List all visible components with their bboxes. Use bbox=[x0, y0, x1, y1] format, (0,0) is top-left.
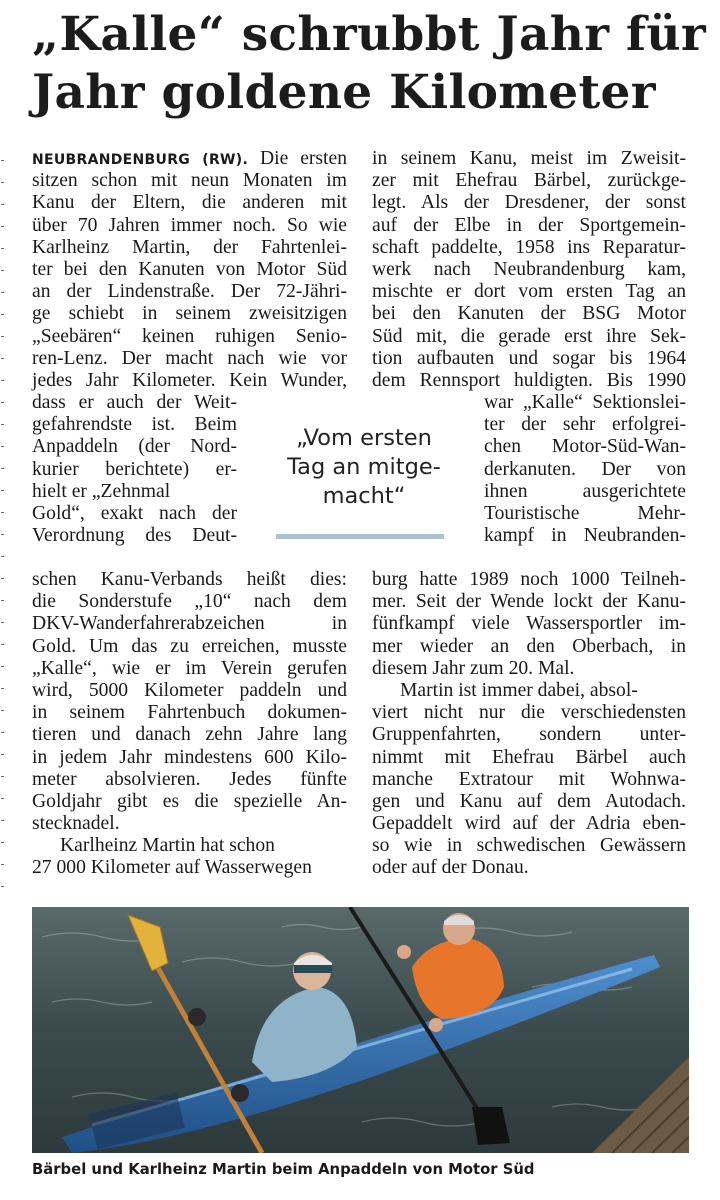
text-line: mer. Seit der Wende lockt der Kanu- bbox=[372, 591, 686, 613]
text-line: Anpaddeln (der Nord- bbox=[32, 436, 237, 458]
text-line: Verordnung des Deut- bbox=[32, 525, 237, 547]
text-line: legt. Als der Dresdener, der sonst bbox=[372, 192, 686, 214]
text-line: in seinem Fahrtenbuch dokumen- bbox=[32, 702, 347, 724]
article-column-2-middle bbox=[484, 392, 686, 547]
text-line: Kanu der Eltern, die anderen mit bbox=[32, 192, 347, 214]
text-line: Karlheinz Martin, der Fahrtenlei- bbox=[32, 236, 347, 258]
text-line: ter bei den Kanuten von Motor Süd bbox=[32, 258, 347, 280]
edge-mark bbox=[1, 358, 4, 359]
edge-mark bbox=[1, 798, 4, 799]
text-line: die Sonderstufe „10“ nach dem bbox=[32, 591, 347, 613]
text-line: in jedem Jahr mindestens 600 Kilo- bbox=[32, 746, 347, 768]
edge-mark bbox=[1, 204, 4, 205]
text-line: tion aufbauten und sogar bis 1964 bbox=[372, 347, 686, 369]
text-line: in seinem Kanu, meist im Zweisit- bbox=[372, 148, 686, 169]
edge-mark bbox=[1, 864, 4, 865]
text-line: tieren und danach zehn Jahre lang bbox=[32, 724, 347, 746]
edge-mark bbox=[1, 314, 4, 315]
text-line: derkanuten. Der von bbox=[484, 458, 686, 480]
edge-mark bbox=[1, 886, 4, 887]
edge-mark bbox=[1, 380, 4, 381]
text-line: war „Kalle“ Sektionslei- bbox=[484, 392, 686, 413]
edge-mark bbox=[1, 754, 4, 755]
page-edge-marks bbox=[0, 160, 6, 900]
edge-mark bbox=[1, 666, 4, 667]
text-line: Touristische Mehr- bbox=[484, 502, 686, 524]
edge-mark bbox=[1, 270, 4, 271]
edge-mark bbox=[1, 556, 4, 557]
text-line: gen und Kanu auf dem Autodach. bbox=[372, 790, 686, 812]
text-line: Martin ist immer dabei, absol- bbox=[400, 679, 638, 701]
headline bbox=[32, 6, 706, 122]
text-line: gefahrendste ist. Beim bbox=[32, 414, 237, 436]
pull-quote-line-3: macht“ bbox=[322, 483, 406, 509]
text-line: oder auf der Donau. bbox=[372, 857, 529, 879]
text-line: Gold“, exakt nach der bbox=[32, 502, 237, 524]
headline-line-2: Jahr goldene Kilometer bbox=[32, 65, 656, 120]
edge-mark bbox=[1, 446, 4, 447]
edge-mark bbox=[1, 600, 4, 601]
article-column-1-top bbox=[32, 148, 347, 392]
lead-text: Die ersten bbox=[260, 148, 347, 169]
pull-quote-line-2: Tag an mitge- bbox=[287, 454, 441, 480]
text-line: 27 000 Kilometer auf Wasserwegen bbox=[32, 857, 312, 879]
edge-mark bbox=[1, 226, 4, 227]
text-line: hielt er „Zehnmal bbox=[32, 480, 171, 502]
photo-caption: Bärbel und Karlheinz Martin beim Anpaddeln von Motor Süd bbox=[32, 1161, 535, 1178]
text-line: zer mit Ehefrau Bärbel, zurückge- bbox=[372, 170, 686, 192]
text-line: bei den Kanuten der BSG Motor bbox=[372, 303, 686, 325]
text-line: kampf in Neubranden- bbox=[484, 525, 686, 547]
edge-mark bbox=[1, 644, 4, 645]
text-line: so wie in schwedischen Gewässern bbox=[372, 835, 686, 857]
text-line: dem Rennsport huldigten. Bis 1990 bbox=[372, 369, 686, 391]
text-line: „Seebären“ keinen ruhigen Senio- bbox=[32, 325, 347, 347]
text-line: meter absolvieren. Jedes fünfte bbox=[32, 768, 347, 790]
dateline: NEUBRANDENBURG (RW). bbox=[32, 152, 249, 168]
edge-mark bbox=[1, 292, 4, 293]
pull-quote bbox=[258, 424, 470, 511]
edge-mark bbox=[1, 424, 4, 425]
text-line: ge schiebt in seinem zweisitzigen bbox=[32, 303, 347, 325]
text-line: Gepaddelt wird auf der Adria eben- bbox=[372, 813, 686, 835]
text-line: diesem Jahr zum 20. Mal. bbox=[372, 657, 575, 679]
text-line: chen Motor-Süd-Wan- bbox=[484, 436, 686, 458]
text-line: manche Extratour mit Wohnwa- bbox=[372, 768, 686, 790]
text-line: schaft paddelte, 1958 ins Reparatur- bbox=[372, 236, 686, 258]
text-line: Gold. Um das zu erreichen, musste bbox=[32, 635, 347, 657]
edge-mark bbox=[1, 732, 4, 733]
text-line: ter der sehr erfolgrei- bbox=[484, 414, 686, 436]
edge-mark bbox=[1, 402, 4, 403]
text-line: fünfkampf viele Wassersportler im- bbox=[372, 613, 686, 635]
edge-mark bbox=[1, 512, 4, 513]
text-line: Goldjahr gibt es die spezielle An- bbox=[32, 790, 347, 812]
text-line: ihnen ausgerichtete bbox=[484, 480, 686, 502]
text-line: auf der Elbe in der Sportgemein- bbox=[372, 214, 686, 236]
article-column-1-middle bbox=[32, 392, 237, 547]
text-line: nimmt mit Ehefrau Bärbel auch bbox=[372, 746, 686, 768]
text-line: wird, 5000 Kilometer paddeln und bbox=[32, 679, 347, 701]
pull-quote-rule bbox=[276, 534, 444, 539]
edge-mark bbox=[1, 710, 4, 711]
edge-mark bbox=[1, 160, 4, 161]
edge-mark bbox=[1, 688, 4, 689]
text-line: stecknadel. bbox=[32, 813, 120, 835]
text-line: mischte er dort vom ersten Tag an bbox=[372, 281, 686, 303]
text-line: kurier berichtete) er- bbox=[32, 458, 237, 480]
edge-mark bbox=[1, 842, 4, 843]
text-line: Süd mit, die gerade erst ihre Sek- bbox=[372, 325, 686, 347]
edge-mark bbox=[1, 534, 4, 535]
text-line: ren-Lenz. Der macht nach wie vor bbox=[32, 347, 347, 369]
edge-mark bbox=[1, 468, 4, 469]
text-line: jedes Jahr Kilometer. Kein Wunder, bbox=[32, 369, 347, 391]
text-line: werk nach Neubrandenburg kam, bbox=[372, 258, 686, 280]
edge-mark bbox=[1, 248, 4, 249]
text-line: sitzen schon mit neun Monaten im bbox=[32, 170, 347, 192]
text-line: an der Lindenstraße. Der 72-Jähri- bbox=[32, 281, 347, 303]
edge-mark bbox=[1, 336, 4, 337]
text-line: dass er auch der Weit- bbox=[32, 392, 237, 413]
text-line: viert nicht nur die verschiedensten bbox=[372, 702, 686, 724]
text-line: über 70 Jahren immer noch. So wie bbox=[32, 214, 347, 236]
text-line: DKV-Wanderfahrerabzeichen in bbox=[32, 613, 347, 635]
article-column-2-top bbox=[372, 148, 686, 392]
text-line bbox=[32, 148, 347, 170]
edge-mark bbox=[1, 776, 4, 777]
text-line: schen Kanu-Verbands heißt dies: bbox=[32, 569, 347, 590]
text-line: Karlheinz Martin hat schon bbox=[60, 835, 275, 857]
headline-line-1: „Kalle“ schrubbt Jahr für bbox=[32, 7, 706, 62]
article-column-2-bottom bbox=[372, 569, 686, 880]
text-line: „Kalle“, wie er im Verein gerufen bbox=[32, 657, 347, 679]
edge-mark bbox=[1, 182, 4, 183]
edge-mark bbox=[1, 820, 4, 821]
edge-mark bbox=[1, 622, 4, 623]
edge-mark bbox=[1, 490, 4, 491]
pull-quote-line-1: „Vom ersten bbox=[296, 425, 432, 451]
article-column-1-bottom bbox=[32, 569, 347, 880]
text-line: burg hatte 1989 noch 1000 Teilneh- bbox=[372, 569, 686, 590]
text-line: Gruppenfahrten, sondern unter- bbox=[372, 724, 686, 746]
kayak-photo bbox=[32, 907, 689, 1153]
edge-mark bbox=[1, 578, 4, 579]
text-line: mer wieder an den Oberbach, in bbox=[372, 635, 686, 657]
